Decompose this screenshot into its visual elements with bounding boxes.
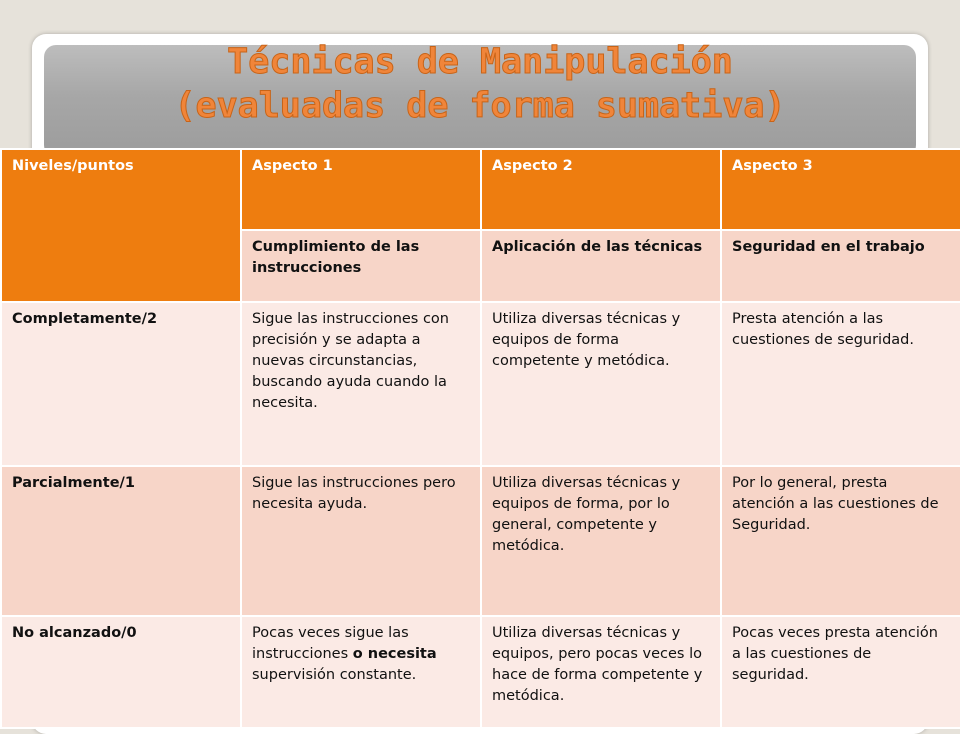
title-line-1: Técnicas de Manipulación <box>227 42 733 82</box>
aspect-3-cell: Pocas veces presta atención a las cuestiones de seguridad. <box>721 616 960 728</box>
aspect-3-cell: Por lo general, presta atención a las cuestiones de Seguridad. <box>721 466 960 616</box>
subheader-aspect-3: Seguridad en el trabajo <box>721 230 960 302</box>
aspect-1-cell: Sigue las instrucciones con precisión y se adapta a nuevas circunstancias, buscando ayuda cuando la necesita. <box>241 302 481 466</box>
table-header-row <box>1 149 960 230</box>
header-aspect-1: Aspecto 1 <box>241 149 481 230</box>
subheader-aspect-1: Cumplimiento de las instrucciones <box>241 230 481 302</box>
aspect-1-cell <box>241 616 481 728</box>
aspect-1-text-end: supervisión constante. <box>252 667 417 683</box>
level-cell: No alcanzado/0 <box>1 616 241 728</box>
aspect-1-cell: Sigue las instrucciones pero necesita ayuda. <box>241 466 481 616</box>
aspect-2-cell: Utiliza diversas técnicas y equipos, pero pocas veces lo hace de forma competente y metódica. <box>481 616 721 728</box>
level-cell: Parcialmente/1 <box>1 466 241 616</box>
header-aspect-2: Aspecto 2 <box>481 149 721 230</box>
subheader-aspect-2: Aplicación de las técnicas <box>481 230 721 302</box>
header-aspect-3: Aspecto 3 <box>721 149 960 230</box>
table-row <box>1 616 960 728</box>
aspect-1-text-bold: o necesita <box>352 646 437 662</box>
rubric-table <box>0 148 960 729</box>
table-row <box>1 466 960 616</box>
slide-title <box>44 40 916 128</box>
level-cell: Completamente/2 <box>1 302 241 466</box>
aspect-2-cell: Utiliza diversas técnicas y equipos de forma competente y metódica. <box>481 302 721 466</box>
title-line-2: (evaluadas de forma sumativa) <box>174 86 786 126</box>
header-levels: Niveles/puntos <box>1 149 241 302</box>
aspect-3-cell: Presta atención a las cuestiones de seguridad. <box>721 302 960 466</box>
aspect-1-text-start: Pocas veces sigue las instrucciones <box>252 625 409 662</box>
aspect-2-cell: Utiliza diversas técnicas y equipos de forma, por lo general, competente y metódica. <box>481 466 721 616</box>
table-row <box>1 302 960 466</box>
